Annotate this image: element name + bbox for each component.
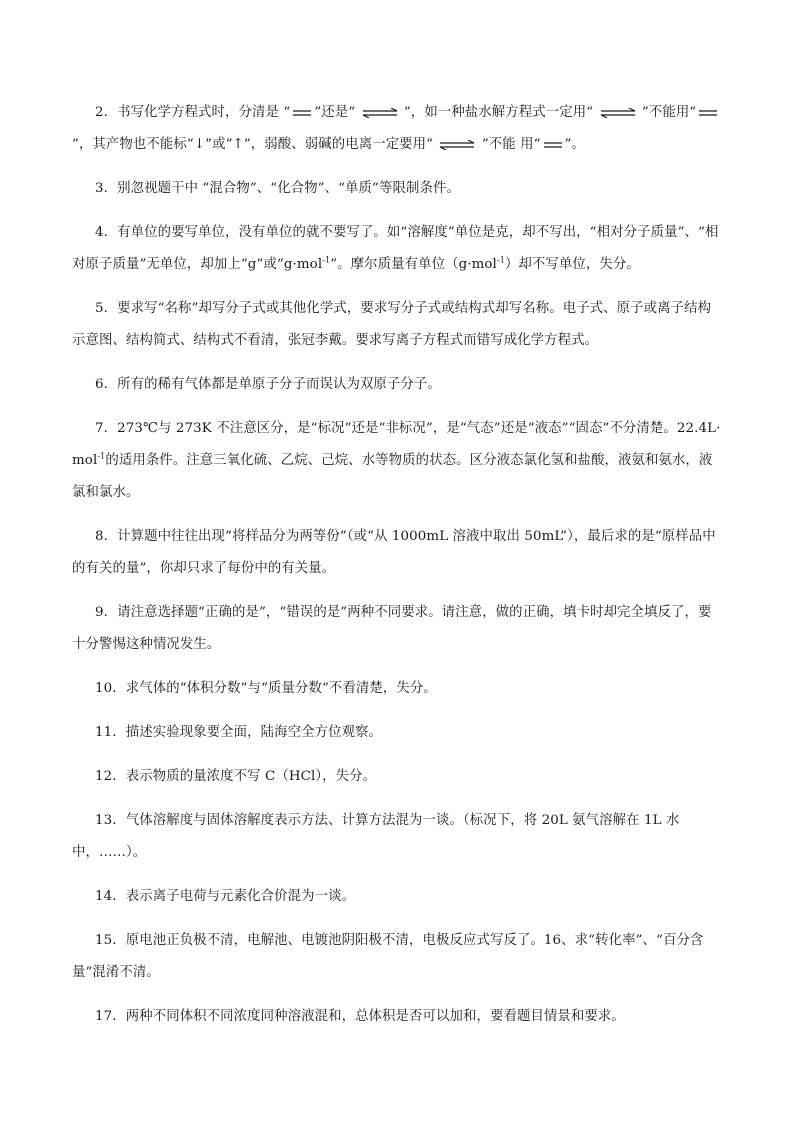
- item-4: [72, 217, 724, 281]
- reversible-arrow-icon: [439, 140, 475, 150]
- item-2-text-6: ”不能 用“: [477, 137, 541, 152]
- reversible-arrow-icon: [600, 108, 636, 118]
- item-7-text-a: 7．273℃与 273K 不注意区分，是“标况”还是“非标况”，是“气态”还是“液态”“固态”不分清楚。22.4L·mol: [72, 421, 721, 468]
- item-2-text-5: ”，其产物也不能标“↓”或“↑”，弱酸、弱碱的电离一定要用“: [72, 137, 438, 152]
- item-2-text-2: ”还是“: [314, 105, 360, 120]
- item-12: 12．表示物质的量浓度不写 C（HCl），失分。: [95, 769, 377, 784]
- item-6: 6．所有的稀有气体都是单原子分子而误认为双原子分子。: [95, 377, 441, 392]
- equals-sign-icon: [292, 109, 312, 117]
- item-4-text-a: 4．有单位的要写单位，没有单位的就不要写了。如“溶解度”单位是克，却不写出，“相对分子质量”、“相对原子质量”无单位，却加上“g”或“g·mol: [72, 225, 719, 272]
- item-14: 14．表示离子电荷与元素化合价混为一谈。: [95, 889, 356, 904]
- item-7-text-b: 的适用条件。注意三氧化硫、乙烷、己烷、水等物质的状态。区分液态氯化氢和盐酸，液氨和氨水，液氯和氯水。: [72, 453, 713, 500]
- equals-sign-icon: [698, 109, 718, 117]
- item-2-text-7: ”。: [564, 137, 585, 152]
- item-7-superscript: -1: [97, 451, 106, 461]
- item-2-text-3: ”，如一种盐水解方程式一定用“: [399, 105, 598, 120]
- item-11: 11．描述实验现象要全面，陆海空全方位观察。: [95, 725, 383, 740]
- item-4-text-b: ”。摩尔质量有单位（g·mol: [330, 257, 497, 272]
- item-2: [72, 97, 724, 161]
- item-17: 17．两种不同体积不同浓度同种溶液混和，总体积是否可以加和，要看题目情景和要求。: [95, 1009, 625, 1024]
- item-4-superscript-b: -1: [496, 255, 505, 265]
- item-10: 10．求气体的“体积分数”与“质量分数”不看清楚，失分。: [95, 681, 437, 696]
- item-2-text-1: 2．书写化学方程式时，分清是 “: [95, 105, 291, 120]
- item-5: 5．要求写“名称”却写分子式或其他化学式，要求写分子式或结构式却写名称。电子式、原子或离子结构示意图、结构简式、结构式不看清，张冠李戴。要求写离子方程式而错写成化学方程式。: [72, 301, 712, 348]
- item-13: 13．气体溶解度与固体溶解度表示方法、计算方法混为一谈。（标况下，将 20L 氨气溶解在 1L 水中，……）。: [72, 813, 680, 860]
- equals-sign-icon: [543, 141, 563, 149]
- item-4-superscript-a: -1: [322, 255, 331, 265]
- item-4-text-c: ）却不写单位，失分。: [504, 257, 640, 272]
- item-8: 8．计算题中往往出现“将样品分为两等份”（或“从 1000mL 溶液中取出 50mL”），最后求的是“原样品中的有关的量”，你却只求了每份中的有关量。: [72, 529, 716, 576]
- item-9: 9．请注意选择题“正确的是”，“错误的是”两种不同要求。请注意，做的正确，填卡时却完全填反了，要十分警惕这种情况发生。: [72, 605, 712, 652]
- item-3: 3．别忽视题干中 “混合物”、“化合物”、“单质”等限制条件。: [95, 181, 460, 196]
- item-2-text-4: ”不能用“: [637, 105, 697, 120]
- reversible-arrow-icon: [362, 108, 398, 118]
- item-15: 15．原电池正负极不清，电解池、电镀池阴阳极不清，电极反应式写反了。16、求“转化率”、“百分含量”混淆不清。: [72, 933, 704, 980]
- item-7: [72, 413, 724, 509]
